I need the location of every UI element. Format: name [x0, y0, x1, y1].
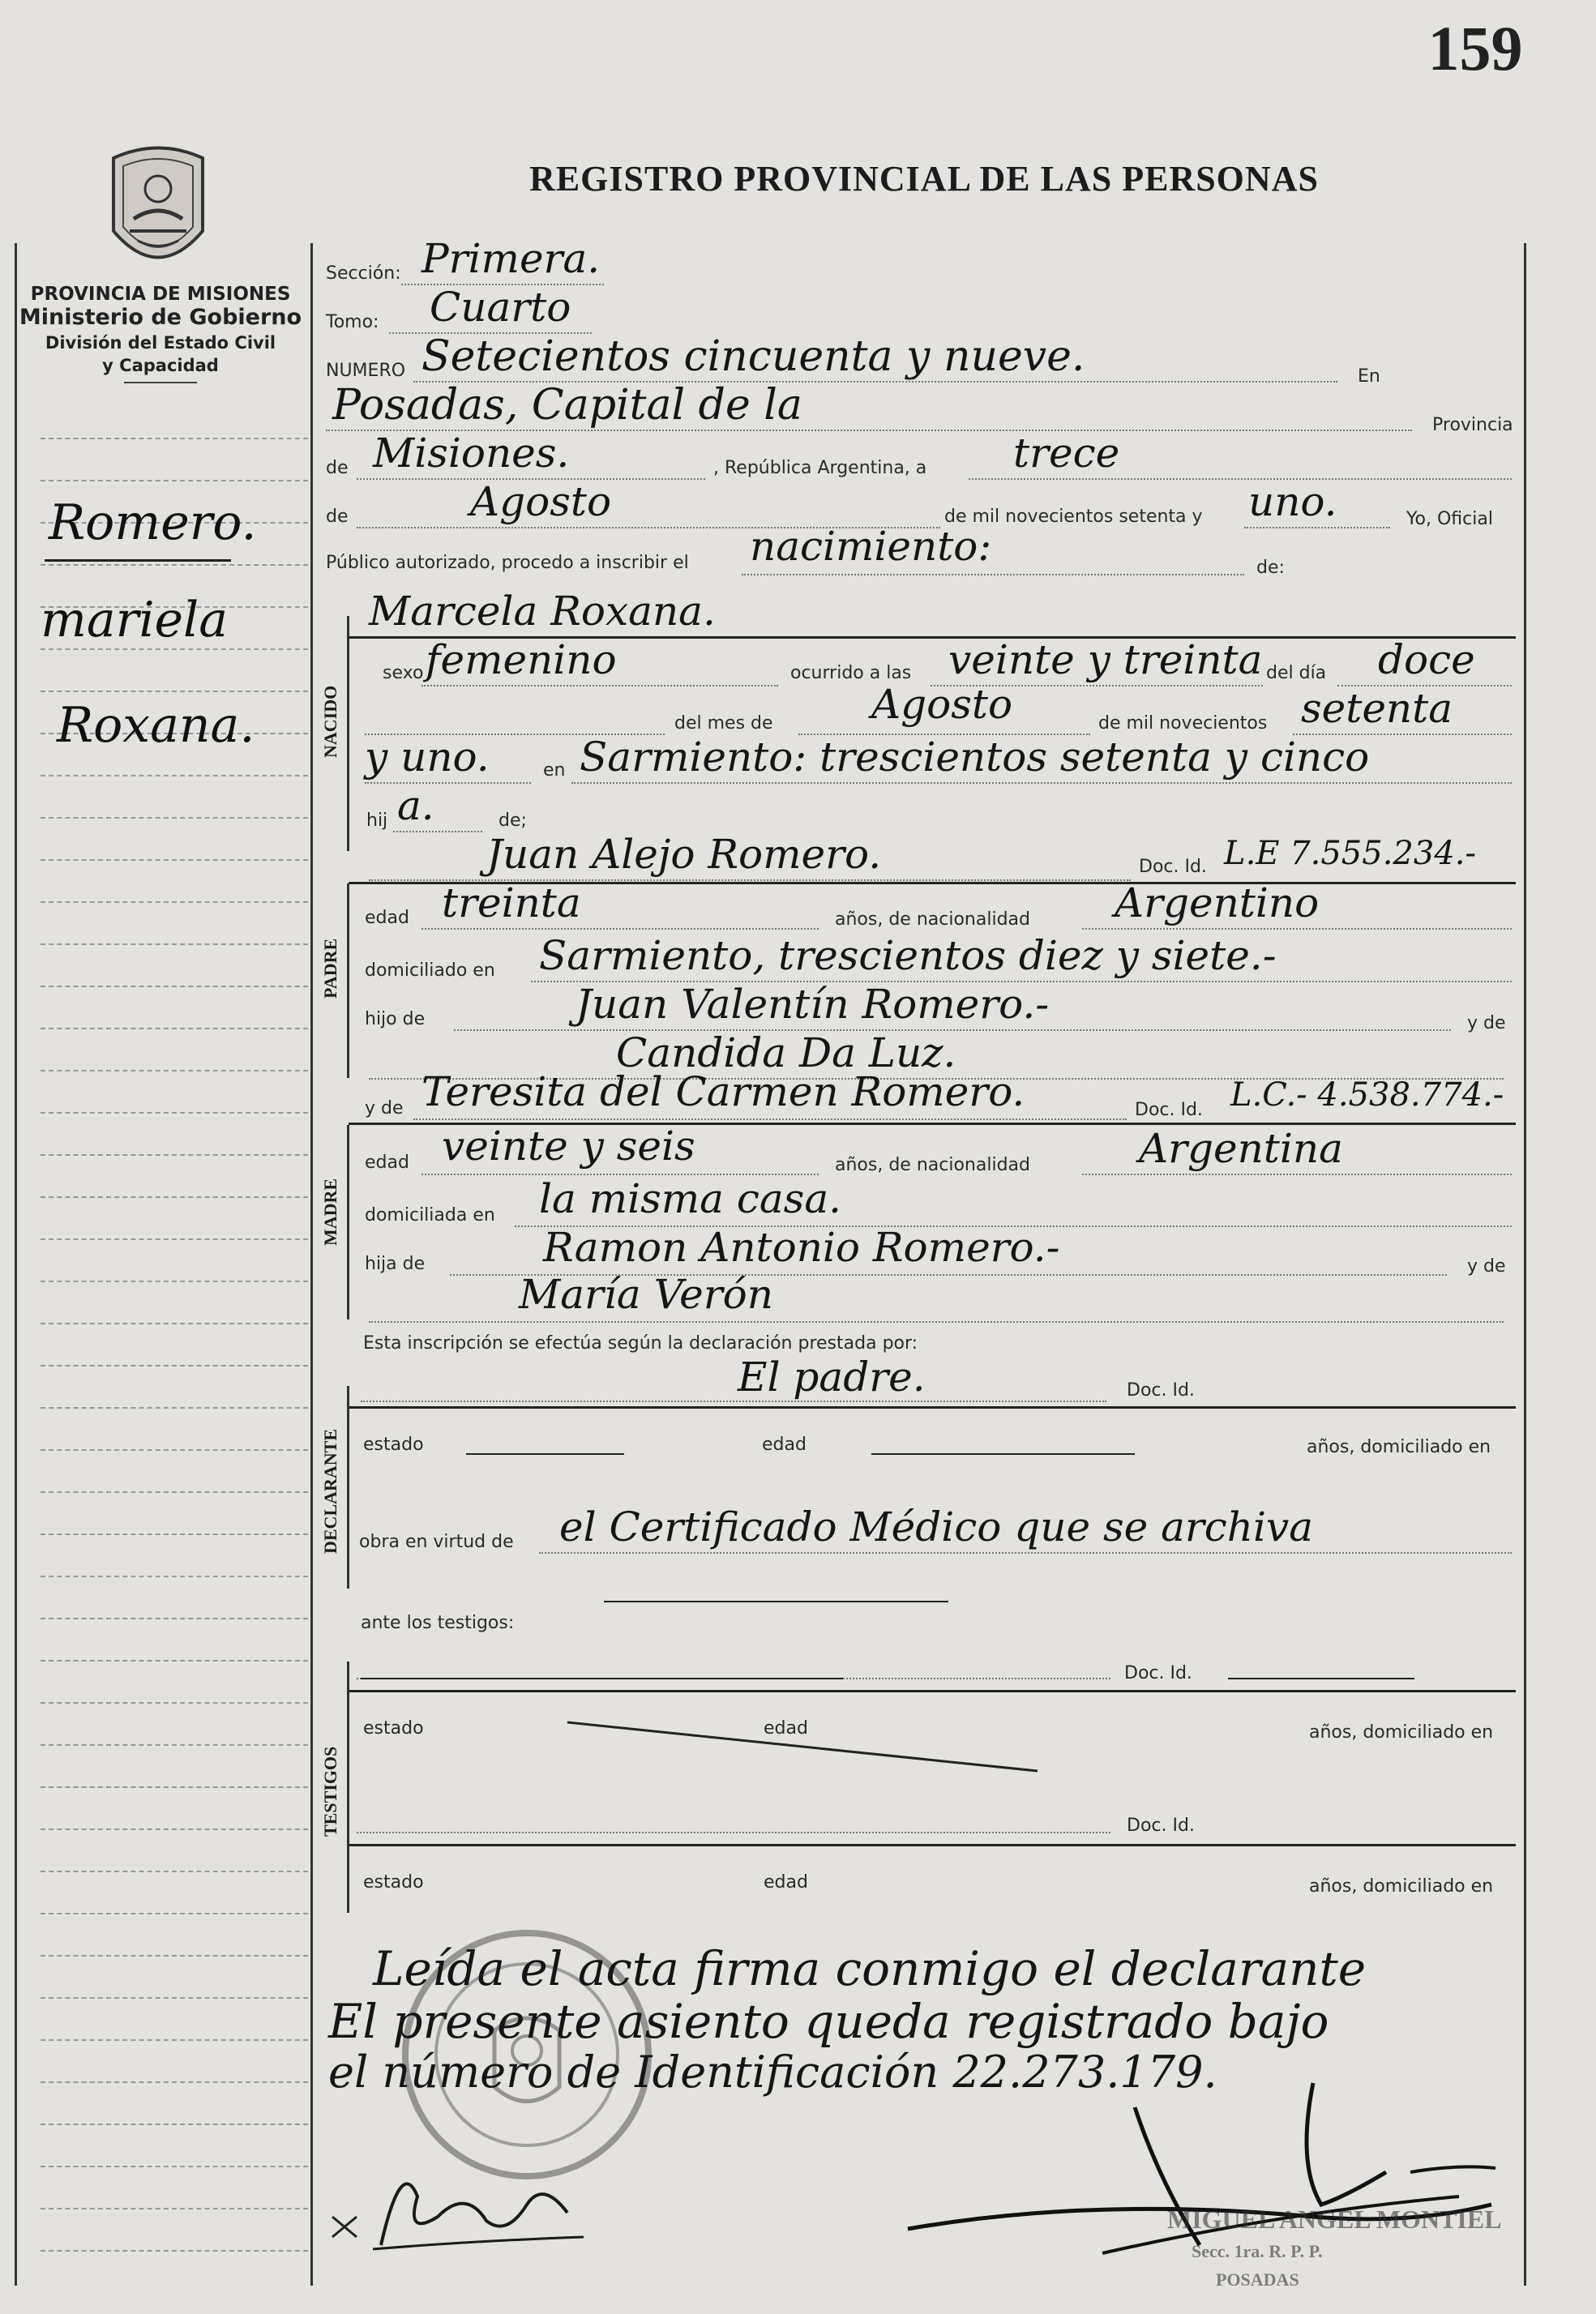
rule-testigo-2: [349, 1844, 1516, 1846]
value-provincia: Misiones.: [373, 430, 570, 477]
section-bracket-declarante: [347, 1386, 349, 1589]
official-stamp-name: MIGUEL ANGEL MONTIEL: [1167, 2205, 1502, 2234]
label-de-padres: de;: [498, 811, 527, 831]
value-tomo: Cuarto: [430, 284, 571, 331]
margin-ruled-line: [41, 1533, 308, 1535]
value-lugar-nac: Sarmiento: trescientos setenta y cinco: [580, 734, 1370, 781]
line-declarante-estado: [466, 1453, 624, 1455]
margin-ruled-line: [41, 1112, 308, 1114]
value-madre-hija-de: Ramon Antonio Romero.-: [543, 1224, 1060, 1271]
testigo-1-cancel-stroke: [559, 1714, 1046, 1779]
label-padre-hijo-de: hijo de: [365, 1009, 426, 1029]
value-madre-edad: veinte y seis: [442, 1123, 695, 1170]
declarant-signature-icon: [324, 2140, 592, 2261]
label-de-provincia: de: [326, 458, 349, 478]
value-lugar: Posadas, Capital de la: [332, 381, 802, 430]
line-acto: [742, 574, 1244, 575]
line-madre-nac: [1082, 1174, 1512, 1175]
margin-ruled-line: [41, 817, 308, 819]
value-madre-doc: L.C.- 4.538.774.-: [1230, 1076, 1504, 1114]
margin-ruled-line: [41, 1871, 308, 1872]
label-tomo: Tomo:: [326, 312, 379, 332]
label-ante-testigos: ante los testigos:: [361, 1613, 515, 1633]
value-sexo: femenino: [426, 636, 617, 683]
margin-ruled-line: [41, 1028, 308, 1029]
label-madre-doc: Doc. Id.: [1135, 1100, 1203, 1120]
value-madre-y-de: María Verón: [519, 1271, 773, 1318]
value-padre-doc: L.E 7.555.234.-: [1224, 835, 1476, 872]
margin-ruled-line: [41, 1323, 308, 1324]
value-madre-dom: la misma casa.: [539, 1175, 842, 1222]
value-dia: trece: [1013, 430, 1120, 477]
section-bracket-madre: [347, 1125, 349, 1320]
line-madre-y-de: [369, 1321, 1504, 1323]
label-madre-nac: años, de nacionalidad: [835, 1155, 1030, 1175]
label-seccion: Sección:: [326, 263, 401, 284]
rule-declarante-top: [349, 1406, 1516, 1409]
label-declarante-edad: edad: [762, 1435, 807, 1455]
label-padre-doc: Doc. Id.: [1139, 857, 1207, 877]
value-dia-nac: doce: [1378, 636, 1475, 683]
label-de-mes: de: [326, 507, 349, 527]
value-obra: el Certificado Médico que se archiva: [559, 1503, 1314, 1551]
line-padre-edad: [421, 928, 819, 930]
margin-ruled-line: [41, 775, 308, 776]
section-bracket-nacido: [347, 616, 349, 851]
margin-ruled-line: [41, 1955, 308, 1957]
margin-ruled-line: [41, 480, 308, 481]
section-bracket-padre: [347, 883, 349, 1078]
line-lugar-nac: [571, 782, 1512, 784]
label-madre-y-de-2: y de: [1467, 1256, 1506, 1277]
line-testigo-1-doc: [1228, 1678, 1414, 1679]
label-madre-y-de: y de: [365, 1098, 404, 1119]
label-en-nac: en: [543, 760, 566, 781]
value-nota-3: el número de Identificación 22.273.179.: [328, 2047, 1217, 2098]
margin-ruled-line: [41, 2250, 308, 2252]
label-de-mil-setenta: de mil novecientos setenta y: [944, 507, 1203, 527]
margin-division-2: y Capacidad: [102, 356, 219, 375]
label-ocurrido: ocurrido a las: [790, 663, 912, 683]
label-testigo-2-doc: Doc. Id.: [1127, 1816, 1195, 1836]
line-padre-nac: [1082, 928, 1512, 930]
label-padre-y-de: y de: [1467, 1013, 1506, 1033]
margin-ruled-line: [41, 691, 308, 692]
official-stamp-title: Secc. 1ra. R. P. P.: [1192, 2241, 1323, 2261]
margin-ruled-line: [41, 1997, 308, 1999]
value-madre: Teresita del Carmen Romero.: [421, 1068, 1025, 1115]
label-testigo-2-anos: años, domiciliado en: [1309, 1876, 1494, 1897]
margin-surname-underline: [45, 559, 231, 562]
label-del-mes: del mes de: [674, 713, 773, 734]
value-mes-nac: Agosto: [871, 681, 1013, 728]
value-seccion: Primera.: [421, 235, 601, 282]
margin-ministry: Ministerio de Gobierno: [19, 305, 302, 330]
label-republica: , República Argentina, a: [713, 458, 927, 478]
margin-ruled-line: [41, 1913, 308, 1914]
label-testigo-2-edad: edad: [764, 1872, 808, 1893]
section-bracket-testigos: [347, 1662, 349, 1913]
label-padre-edad: edad: [365, 908, 409, 928]
label-testigo-1-doc: Doc. Id.: [1124, 1663, 1192, 1683]
line-declarante: [361, 1401, 1106, 1402]
label-provincia: Provincia: [1432, 415, 1513, 435]
margin-ruled-line: [41, 1829, 308, 1830]
section-label-padre: PADRE: [320, 938, 340, 999]
margin-ruled-line: [41, 1154, 308, 1156]
margin-given-name-1: mariela: [41, 592, 229, 648]
line-obra-2: [604, 1601, 948, 1602]
margin-ruled-line: [41, 648, 308, 650]
margin-ruled-line: [41, 2166, 308, 2167]
line-hij: [393, 831, 482, 832]
value-padre-nac: Argentino: [1115, 879, 1320, 926]
section-label-nacido: NACIDO: [320, 685, 340, 758]
line-sexo: [421, 685, 778, 687]
value-nombre: Marcela Roxana.: [369, 588, 716, 635]
line-obra: [539, 1552, 1512, 1554]
rule-testigo-1: [349, 1690, 1516, 1692]
label-madre-dom: domiciliada en: [365, 1205, 495, 1225]
line-madre: [413, 1119, 1127, 1120]
label-testigo-1-anos: años, domiciliado en: [1309, 1722, 1494, 1743]
value-mes: Agosto: [470, 478, 612, 525]
value-hij-sufijo: a.: [397, 782, 434, 829]
margin-ruled-line: [41, 1449, 308, 1451]
label-yo-oficial: Yo, Oficial: [1406, 509, 1493, 529]
margin-ruled-line: [41, 1365, 308, 1367]
label-del-dia: del día: [1266, 663, 1327, 683]
page-number: 159: [1427, 13, 1523, 83]
label-de-mil: de mil novecientos: [1098, 713, 1268, 734]
label-en: En: [1358, 366, 1380, 387]
margin-province: PROVINCIA DE MISIONES: [30, 284, 291, 305]
margin-ruled-line: [41, 943, 308, 945]
value-padre-edad: treinta: [442, 879, 581, 926]
label-de-acto: de:: [1256, 558, 1285, 578]
margin-ruled-line: [41, 2208, 308, 2209]
official-stamp-city: POSADAS: [1216, 2269, 1299, 2290]
margin-ruled-line: [41, 859, 308, 861]
value-nota-1: Leída el acta firma conmigo el declarante: [373, 1941, 1367, 1996]
label-testigo-2-estado: estado: [363, 1872, 424, 1893]
line-testigo-2: [357, 1832, 1110, 1833]
value-numero: Setecientos cincuenta y nueve.: [421, 332, 1085, 381]
margin-ruled-line: [41, 2039, 308, 2041]
margin-ruled-line: [41, 2081, 308, 2083]
margin-ruled-line: [41, 1786, 308, 1788]
margin-division: División del Estado Civil: [45, 333, 276, 353]
value-padre-y-de: Candida Da Luz.: [616, 1029, 956, 1076]
value-hora: veinte y treinta: [948, 636, 1263, 683]
value-padre: Juan Alejo Romero.: [486, 831, 882, 878]
value-madre-nac: Argentina: [1139, 1125, 1343, 1172]
margin-ruled-line: [41, 1618, 308, 1619]
margin-ruled-line: [41, 901, 308, 903]
label-esta-inscripcion: Esta inscripción se efectúa según la declaración prestada por:: [363, 1333, 918, 1354]
section-label-madre: MADRE: [320, 1178, 340, 1246]
margin-ruled-line: [41, 1238, 308, 1240]
label-padre-dom: domiciliado en: [365, 960, 495, 981]
margin-ruled-line: [41, 1070, 308, 1071]
label-madre-hija-de: hija de: [365, 1254, 426, 1274]
margin-ruled-line: [41, 438, 308, 439]
label-madre-edad: edad: [365, 1153, 409, 1173]
document-title: REGISTRO PROVINCIAL DE LAS PERSONAS: [529, 159, 1319, 199]
label-hij: hij: [366, 811, 388, 831]
value-padre-hijo-de: Juan Valentín Romero.-: [576, 981, 1050, 1028]
value-declarante: El padre.: [738, 1354, 926, 1401]
margin-ruled-line: [41, 1196, 308, 1198]
value-nota-2: El presente asiento queda registrado bajo: [328, 1994, 1329, 2049]
label-declarante-estado: estado: [363, 1435, 424, 1455]
section-label-testigos: TESTIGOS: [320, 1746, 340, 1837]
line-dia: [969, 478, 1512, 480]
line-declarante-edad: [871, 1453, 1135, 1455]
line-anio: [1244, 527, 1390, 528]
value-anio-nac-1: setenta: [1301, 685, 1453, 732]
margin-ruled-line: [41, 1491, 308, 1493]
margin-ruled-line: [41, 564, 308, 566]
value-padre-dom: Sarmiento, trescientos diez y siete.-: [539, 932, 1277, 979]
margin-surname: Romero.: [49, 494, 257, 551]
line-anio-nac-2: [365, 782, 531, 784]
margin-ruled-line: [41, 1407, 308, 1409]
value-anio: uno.: [1248, 478, 1337, 525]
label-declarante-doc: Doc. Id.: [1127, 1380, 1195, 1401]
label-testigo-1-edad: edad: [764, 1718, 808, 1739]
line-testigo-1-cross: [361, 1678, 843, 1679]
label-numero: NUMERO: [326, 361, 406, 381]
margin-ruled-line: [41, 1702, 308, 1704]
margin-ruled-line: [41, 1576, 308, 1577]
margin-ruled-line: [41, 1660, 308, 1662]
margin-given-name-2: Roxana.: [57, 697, 255, 754]
value-anio-nac-2: y uno.: [365, 734, 490, 781]
label-declarante-anos: años, domiciliado en: [1307, 1437, 1491, 1457]
section-label-declarante: DECLARANTE: [320, 1428, 340, 1555]
label-obra: obra en virtud de: [359, 1532, 514, 1552]
margin-ruled-line: [41, 1744, 308, 1746]
margin-ruled-line: [41, 2124, 308, 2125]
margin-ruled-line: [41, 986, 308, 987]
margin-ruled-line: [41, 1281, 308, 1282]
label-testigo-1-estado: estado: [363, 1718, 424, 1739]
label-publico: Público autorizado, procedo a inscribir el: [326, 553, 689, 573]
label-sexo: sexo: [383, 663, 424, 683]
value-acto: nacimiento:: [750, 523, 992, 570]
label-padre-nac: años, de nacionalidad: [835, 909, 1030, 930]
